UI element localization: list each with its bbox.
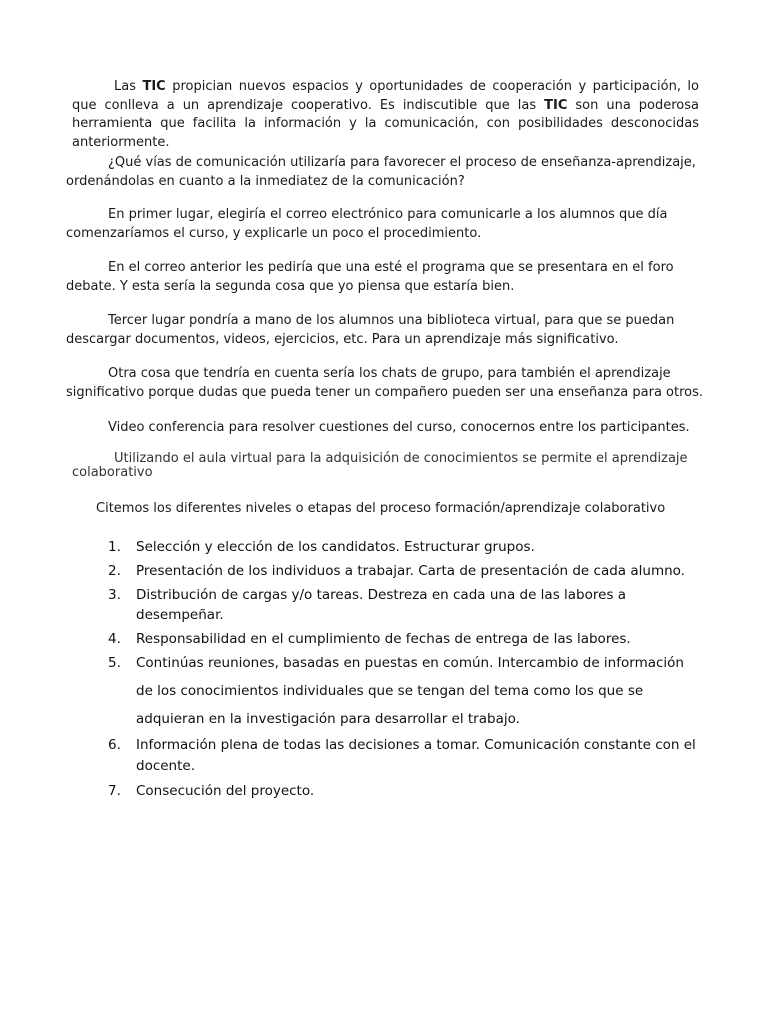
list-item: [108, 735, 700, 777]
list-item-text: Consecución del proyecto.: [136, 783, 315, 799]
list-item-number: 1.: [108, 539, 121, 555]
library-paragraph: Tercer lugar pondría a mano de los alumnos una biblioteca virtual, para que se puedan descargar documentos, videos, ejercicios, etc. Para un aprendizaje más significativo.: [66, 313, 675, 347]
list-item-text: Distribución de cargas y/o tareas. Destreza en cada una de las labores a desempeñar.: [136, 587, 627, 623]
list-item-number: 6.: [108, 737, 121, 753]
intro-text-a: Las: [114, 79, 143, 94]
tic-term: TIC: [544, 97, 568, 113]
virtual-classroom-paragraph: Utilizando el aula virtual para la adquisición de conocimientos se permite el aprendizaje colaborativo: [72, 451, 688, 480]
list-item-number: 2.: [108, 563, 121, 579]
list-item: [108, 781, 700, 801]
list-item-number: 3.: [108, 587, 121, 603]
list-item-number: 5.: [108, 655, 121, 671]
list-item-text: Selección y elección de los candidatos. Estructurar grupos.: [136, 539, 535, 555]
list-item-text: Responsabilidad en el cumplimiento de fechas de entrega de las labores.: [136, 631, 631, 647]
intro-text-c: son una poderosa herramienta que facilita la información y la comunicación, con posibilidades desconocidas anteriormente.: [72, 97, 700, 150]
list-item: [108, 585, 700, 625]
list-item-text: Presentación de los individuos a trabajar. Carta de presentación de cada alumno.: [136, 563, 685, 579]
list-item-text: Continúas reuniones, basadas en puestas en común. Intercambio de información de los conocimientos individuales que se tengan del tema como los que se adquieran en la investigación para desarrollar el trabajo.: [136, 655, 684, 727]
email-paragraph: En primer lugar, elegiría el correo electrónico para comunicarle a los alumnos que día comenzaríamos el curso, y explicarle un poco el procedimiento.: [66, 207, 668, 241]
videoconference-paragraph: Video conferencia para resolver cuestiones del curso, conocernos entre los participantes.: [108, 420, 690, 435]
question-paragraph: ¿Qué vías de comunicación utilizaría para favorecer el proceso de enseñanza-aprendizaje, ordenándolas en cuanto a la inmediatez de la comunicación?: [66, 155, 696, 189]
list-item: [108, 561, 700, 581]
forum-paragraph: En el correo anterior les pediría que una esté el programa que se presentara en el foro debate. Y esta sería la segunda cosa que yo piensa que estaría bien.: [66, 260, 674, 294]
list-item-number: 4.: [108, 631, 121, 647]
intro-text-b: propician nuevos espacios y oportunidades de cooperación y participación, lo que conlleva a un aprendizaje cooperativo. Es indiscutible que las: [72, 79, 699, 113]
list-item-text: Información plena de todas las decisiones a tomar. Comunicación constante con el docente.: [136, 737, 696, 774]
tic-term: TIC: [142, 79, 166, 94]
intro-paragraph: [72, 78, 699, 152]
list-item: [108, 629, 700, 649]
list-item: [108, 537, 700, 557]
list-item-number: 7.: [108, 783, 121, 799]
chat-paragraph: Otra cosa que tendría en cuenta sería los chats de grupo, para también el aprendizaje significativo porque dudas que pueda tener un compañero pueden ser una enseñanza para otros.: [66, 366, 704, 400]
stages-intro-paragraph: Citemos los diferentes niveles o etapas del proceso formación/aprendizaje colaborativo: [96, 501, 666, 516]
stages-list: [108, 537, 700, 805]
list-item: [108, 649, 700, 733]
